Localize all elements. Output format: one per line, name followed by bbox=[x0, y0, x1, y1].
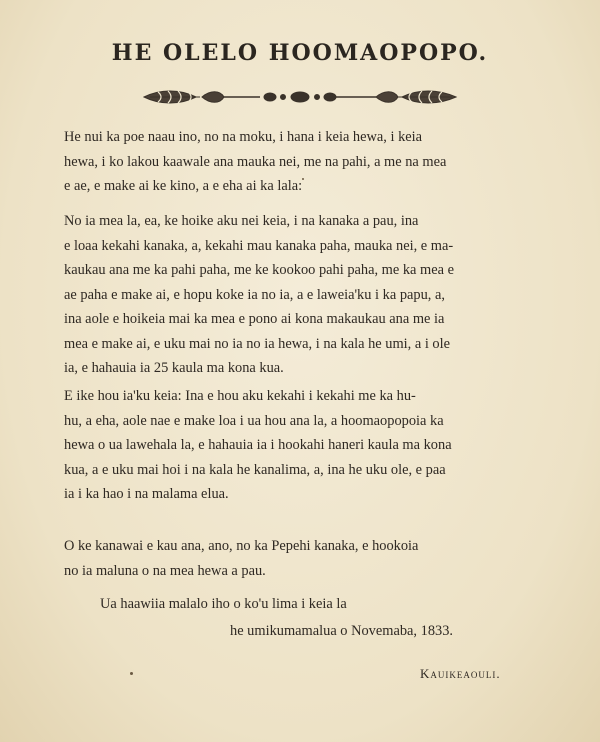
text-line: E ike hou ia'ku keia: Ina e hou aku kekahi i kekahi me ka hu- bbox=[64, 388, 416, 404]
text-line: no ia maluna o na mea hewa a pau. bbox=[64, 562, 266, 579]
text-line: mea e make ai, e uku mai no ia no ia hewa, i na kala he umi, a i ole bbox=[64, 335, 451, 352]
decorative-ornament-rule bbox=[140, 86, 460, 108]
paper-speck bbox=[130, 672, 133, 675]
text-line: e ae, e make ai ke kino, a e eha ai ka lala: bbox=[64, 178, 303, 194]
paragraph-4 bbox=[64, 534, 520, 583]
text-line: No ia mea la, ea, ke hoike aku nei keia, i na kanaka a pau, ina bbox=[64, 213, 419, 229]
text-line: kua, a e uku mai hoi i na kala he kanalima, a, ina he uku ole, e paa bbox=[64, 461, 446, 478]
paper-speck bbox=[302, 178, 304, 180]
paragraph-1 bbox=[64, 125, 520, 199]
text-line: ia, e hahauia ia 25 kaula ma kona kua. bbox=[64, 360, 284, 376]
text-line: hu, a eha, aole nae e make loa i ua hou ana la, a hoomaopopoia ka bbox=[64, 412, 444, 429]
text-line: e loaa kekahi kanaka, a, kekahi mau kanaka paha, mauka nei, e ma- bbox=[64, 237, 454, 254]
text-line: hewa o ua lawehala la, e hahauia ia i hookahi haneri kaula ma kona bbox=[64, 437, 452, 453]
text-line: ae paha e make ai, e hopu koke ia no ia, a e laweia'ku i ka papu, a, bbox=[64, 286, 445, 303]
document-title: HE OLELO HOOMAOPOPO. bbox=[111, 40, 489, 66]
signatory-name: Kauikeaouli. bbox=[420, 666, 501, 681]
signature-line-1: Ua haawiia malalo iho o ko'u lima i keia la bbox=[100, 596, 347, 612]
text-line: kaukau ana me ka pahi paha, me ke kookoo pahi paha, me ka mea e bbox=[64, 262, 454, 278]
text-line: hewa, i ko lakou kaawale ana mauka nei, me na pahi, a me na mea bbox=[64, 153, 447, 170]
text-line: O ke kanawai e kau ana, ano, no ka Pepehi kanaka, e hookoia bbox=[64, 538, 419, 554]
signature-date-line: he umikumamalua o Novemaba, 1833. bbox=[230, 623, 453, 639]
paragraph-2 bbox=[64, 209, 520, 381]
text-line: ia i ka hao i na malama elua. bbox=[64, 486, 229, 502]
text-line: He nui ka poe naau ino, no na moku, i hana i keia hewa, i keia bbox=[64, 129, 423, 145]
paragraph-3 bbox=[64, 384, 520, 507]
text-line: ina aole e hoikeia mai ka mea e pono ai kona makaukau ana me ia bbox=[64, 311, 445, 327]
